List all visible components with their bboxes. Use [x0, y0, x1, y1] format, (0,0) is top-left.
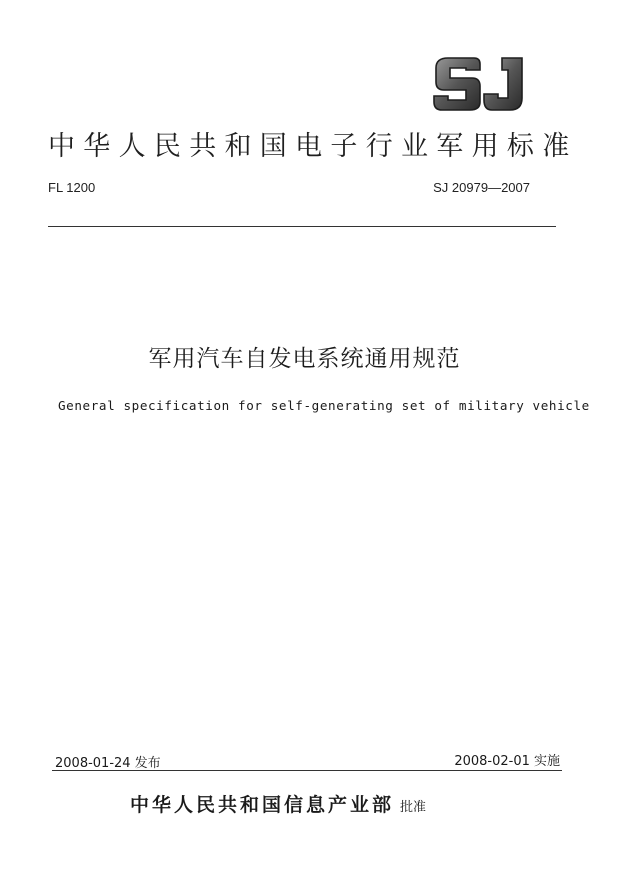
header-divider: [48, 226, 556, 227]
implementation-date: 2008-02-01 实施: [454, 754, 560, 769]
classification-code: FL 1200: [48, 180, 96, 195]
issue-date: 2008-01-24 发布: [55, 756, 161, 771]
standard-number: SJ 20979—2007: [433, 180, 530, 195]
issuing-authority: [130, 790, 426, 817]
document-title-english: General specification for self-generating set of military vehicle: [58, 398, 590, 413]
sj-logo: [430, 54, 528, 114]
approval-label: 批准: [400, 800, 427, 815]
document-title-chinese: [0, 340, 625, 373]
footer-divider: [52, 770, 562, 771]
organization-title: 中华人民共和国电子行业军用标准: [48, 131, 578, 162]
document-title-chinese-text: 军用汽车自发电系统通用规范: [148, 346, 461, 372]
issuer-name: 中华人民共和国信息产业部: [130, 794, 395, 816]
sj-standard-logo-icon: [430, 54, 528, 114]
